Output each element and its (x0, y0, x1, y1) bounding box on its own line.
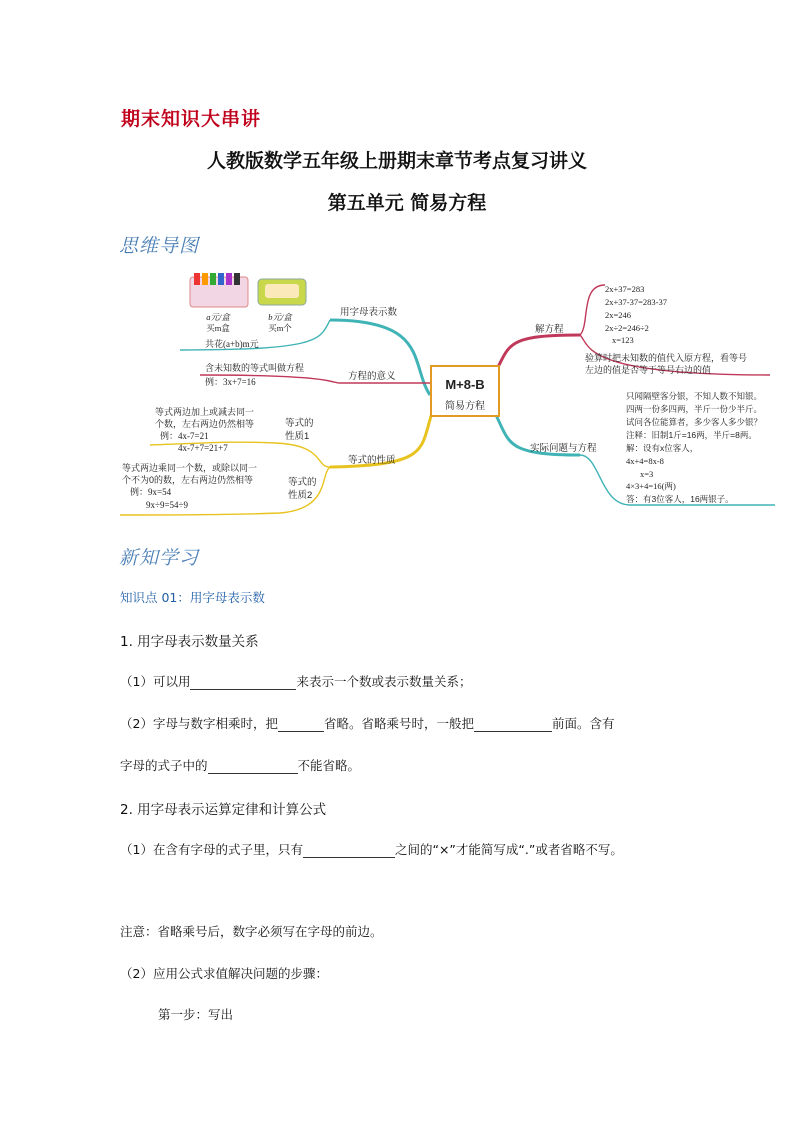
crayon-box-image (190, 273, 248, 307)
blank-2[interactable] (278, 717, 324, 732)
svg-text:4x+4=8x-8: 4x+4=8x-8 (626, 456, 664, 466)
center-label: 简易方程 (445, 401, 485, 412)
svg-text:例：4x-7=21: 例：4x-7=21 (160, 431, 209, 441)
line-4: （1）在含有字母的式子里，只有 之间的“×”才能简写成“.”或者省略不写。 (120, 842, 623, 857)
doc-title: 人教版数学五年级上册期末章节考点复习讲义 (206, 150, 587, 172)
svg-text:买m个: 买m个 (268, 323, 292, 333)
total-expression: 共花(a+b)m元 (205, 339, 259, 349)
branch-line-letters (330, 320, 430, 395)
knowledge-point-title: 知识点 01：用字母表示数 (120, 590, 265, 605)
svg-text:四两一份多四两，半斤一份少半斤。: 四两一份多四两，半斤一份少半斤。 (626, 404, 763, 414)
svg-text:2x+37=283: 2x+37=283 (605, 284, 645, 294)
svg-text:左边的值是否等于等号右边的值: 左边的值是否等于等号右边的值 (585, 365, 712, 375)
blank-5[interactable] (303, 843, 395, 858)
branch-letters: 用字母表示数 (340, 307, 398, 318)
svg-text:9x÷9=54÷9: 9x÷9=54÷9 (146, 500, 188, 510)
svg-text:验算时把未知数的值代入原方程，看等号: 验算时把未知数的值代入原方程，看等号 (585, 353, 748, 363)
svg-text:a元/盒: a元/盒 (206, 312, 230, 322)
line-2: （2）字母与数字相乘时，把 省略。省略乘号时，一般把 前面。含有 (120, 716, 615, 731)
svg-text:等式两边加上或减去同一: 等式两边加上或减去同一 (155, 407, 255, 417)
branch-line-solve (495, 335, 580, 373)
blank-1[interactable] (190, 675, 296, 690)
svg-text:含未知数的等式叫做方程: 含未知数的等式叫做方程 (205, 363, 305, 373)
doc-tag: 期末知识大串讲 (121, 108, 262, 130)
blank-3[interactable] (474, 717, 552, 732)
svg-text:试问各位能算者，多少客人多少银？: 试问各位能算者，多少客人多少银？ (626, 417, 763, 427)
branch-meaning: 方程的意义 (348, 371, 396, 382)
svg-text:个不为0的数，左右两边仍然相等: 个不为0的数，左右两边仍然相等 (122, 475, 254, 485)
svg-text:b元/盒: b元/盒 (268, 312, 292, 322)
svg-text:答：有3位客人，16两银子。: 答：有3位客人，16两银子。 (626, 494, 734, 504)
svg-text:解：设有x位客人，: 解：设有x位客人， (626, 443, 699, 453)
pencil-box-image (258, 279, 306, 305)
section-newknowledge-heading: 新知学习 (119, 547, 200, 569)
mind-map (110, 265, 790, 525)
svg-text:例：3x+7=16: 例：3x+7=16 (205, 377, 256, 387)
branch-prop1-b: 性质1 (285, 431, 310, 442)
svg-text:买m盒: 买m盒 (206, 323, 230, 333)
section-mindmap-heading: 思维导图 (119, 235, 200, 257)
svg-text:2x+37-37=283-37: 2x+37-37=283-37 (605, 297, 667, 307)
svg-text:注释：旧制1斤=16两，半斤=8两。: 注释：旧制1斤=16两，半斤=8两。 (626, 430, 757, 440)
line-6: 第一步：写出 (158, 1007, 234, 1022)
branch-solve: 解方程 (535, 324, 564, 335)
branch-property: 等式的性质 (348, 455, 396, 466)
line-1: （1）可以用 来表示一个数或表示数量关系； (120, 674, 472, 689)
line-3: 字母的式子中的 不能省略。 (120, 758, 361, 773)
svg-text:2x÷2=246÷2: 2x÷2=246÷2 (605, 323, 649, 333)
blank-4[interactable] (208, 759, 298, 774)
svg-text:等式两边乘同一个数，或除以同一: 等式两边乘同一个数，或除以同一 (122, 463, 258, 473)
svg-text:个数，左右两边仍然相等: 个数，左右两边仍然相等 (155, 419, 255, 429)
note: 注意：省略乘号后，数字必须写在字母的前边。 (120, 924, 383, 939)
svg-text:例：9x=54: 例：9x=54 (130, 487, 172, 497)
svg-text:4x-7+7=21+7: 4x-7+7=21+7 (178, 443, 228, 453)
branch-prop2-b: 性质2 (288, 490, 313, 501)
branch-prop1-a: 等式的 (285, 418, 314, 429)
branch-real: 实际问题与方程 (530, 443, 597, 454)
heading-2: 2. 用字母表示运算定律和计算公式 (120, 802, 327, 818)
svg-text:2x=246: 2x=246 (605, 310, 632, 320)
center-logo: M+8-B (445, 377, 485, 392)
svg-text:4×3+4=16(两): 4×3+4=16(两) (626, 481, 676, 491)
heading-1: 1. 用字母表示数量关系 (120, 634, 259, 650)
svg-text:只闻隔壁客分银，不知人数不知银。: 只闻隔壁客分银，不知人数不知银。 (626, 391, 763, 401)
branch-prop2-a: 等式的 (288, 477, 317, 488)
line-5: （2）应用公式求值解决问题的步骤： (120, 966, 328, 981)
doc-subtitle: 第五单元 简易方程 (327, 192, 487, 214)
svg-text:x=123: x=123 (612, 335, 634, 345)
svg-text:x=3: x=3 (640, 469, 654, 479)
